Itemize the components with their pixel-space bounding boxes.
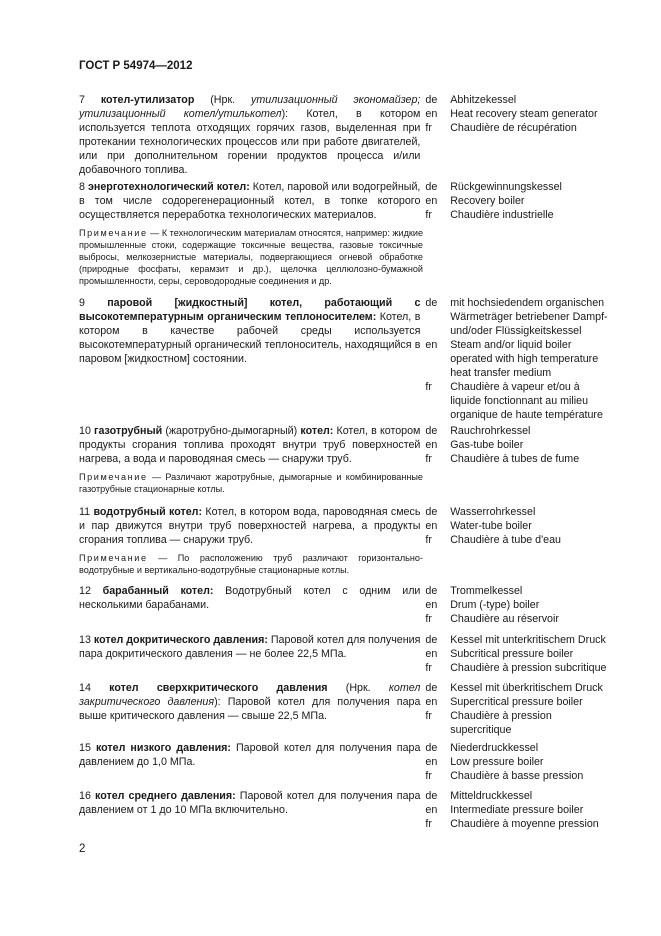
term-entry — [79, 424, 609, 495]
translation-fr: Chaudière à moyenne pression — [450, 818, 599, 830]
translations — [450, 741, 609, 783]
term-body: Котел, в котором вода, пароводяная смесь и пар движутся внутри труб поверхностей нагрева, а продукты сгорания топлива — снаружи труб. — [79, 506, 421, 546]
term-name: котел сверхкритического давления — [109, 682, 328, 694]
term-name: котел докритического давления: — [93, 634, 268, 646]
translations — [450, 789, 609, 831]
term-entry — [79, 741, 609, 783]
term-name: котел низкого давления: — [95, 742, 231, 754]
translation-en: Gas-tube boiler — [450, 439, 524, 451]
translation-fr: Chaudière industrielle — [450, 209, 554, 221]
translation-de: mit hochsiedendem organischen Wärmeträger betriebener Dampf- und/oder Flüssigkeitskessel — [450, 297, 608, 337]
translation-de: Mitteldruckkessel — [450, 790, 533, 802]
language-code: fr — [425, 534, 432, 546]
language-codes — [425, 180, 450, 222]
language-code: en — [425, 696, 438, 708]
term-number: 9 — [79, 297, 108, 309]
language-codes — [425, 741, 450, 783]
term-number: 7 — [79, 94, 101, 106]
language-code: fr — [425, 209, 432, 221]
translation-fr: Chaudière à vapeur et/ou à liquide fonctionnant au milieu organique de haute température — [450, 381, 603, 421]
term-entry — [79, 93, 609, 177]
language-code: de — [425, 790, 438, 802]
term-entry — [79, 681, 609, 737]
note-text: — К технологическим материалам относятся, например: жидкие промышленные стоки, содержащие токсичные вещества, газовые токсичные выбросы, мелкозернистые материалы, подвергающиеся огневой обработке (природные фосфаты, керамзит и др.), щелочка целлюлозно-бумажной промышленности, серы, сероводородные соединения и др. — [79, 228, 423, 286]
translation-en: Supercritical pressure boiler — [450, 696, 583, 708]
translations — [450, 681, 609, 737]
note-text: — Различают жаротрубные, дымогарные и комбинированные газотрубные стационарные котлы. — [79, 472, 423, 494]
translation-fr: Chaudière de récupération — [450, 122, 577, 134]
term-number: 15 — [79, 742, 96, 754]
term-entry — [79, 180, 609, 287]
term-definition — [79, 180, 420, 222]
term-body: Водотрубный котел с одним или несколькими барабанами. — [79, 585, 421, 611]
language-code: de — [425, 181, 438, 193]
term-definition — [79, 584, 420, 626]
term-number: 11 — [79, 506, 94, 518]
language-codes — [425, 424, 450, 466]
term-name: водотрубный котел: — [93, 506, 203, 518]
translations — [450, 180, 609, 222]
translations — [450, 424, 609, 466]
term-body: Паровой котел для получения пара докритического давления — не более 22,5 МПа. — [79, 634, 421, 660]
language-code: de — [425, 585, 438, 597]
language-codes — [425, 633, 450, 675]
translations — [450, 633, 609, 675]
translations — [450, 584, 609, 626]
translation-en: Heat recovery steam generator — [450, 108, 598, 120]
translation-en: Intermediate pressure boiler — [450, 804, 584, 816]
term-name: энерготехнологический котел: — [87, 181, 250, 193]
language-code: fr — [425, 453, 432, 465]
language-code: fr — [425, 122, 432, 134]
term-name: барабанный котел: — [102, 585, 214, 597]
language-code: de — [425, 297, 438, 309]
translation-fr: Chaudière à tubes de fume — [450, 453, 580, 465]
note — [79, 227, 423, 287]
term-body: (жаротрубно-дымогарный) котел: Котел, в котором продукты сгорания топлива проходят внутри труб поверхностей нагрева, а вода и пароводяная смесь — снаружи труб. — [79, 425, 421, 465]
note-label: Примечание — [79, 472, 148, 482]
translations — [450, 296, 609, 422]
note — [79, 471, 423, 495]
translation-en: Recovery boiler — [450, 195, 525, 207]
translation-en: Drum (-type) boiler — [450, 599, 540, 611]
language-code: de — [425, 634, 438, 646]
translation-de: Kessel mit unterkritischem Druck — [450, 634, 606, 646]
term-body: (Нрк. котел закритического давления): Паровой котел для получения пара выше критического давления — свыше 22,5 МПа. — [79, 682, 421, 722]
language-code: fr — [425, 710, 432, 722]
language-codes — [425, 296, 450, 422]
translation-en: Subcritical pressure boiler — [450, 648, 574, 660]
term-definition — [79, 741, 420, 783]
term-body: Паровой котел для получения пара давлением от 1 до 10 МПа включительно. — [79, 790, 421, 816]
translation-de: Kessel mit überkritischem Druck — [450, 682, 603, 694]
translation-de: Rückgewinnungskessel — [450, 181, 562, 193]
language-code: en — [425, 439, 438, 451]
term-number: 16 — [79, 790, 95, 802]
term-entry — [79, 505, 609, 576]
translation-fr: Chaudière au réservoir — [450, 613, 559, 625]
term-definition — [79, 93, 420, 177]
language-code: en — [425, 339, 438, 351]
language-code: fr — [425, 381, 432, 393]
language-code: fr — [425, 613, 432, 625]
term-definition — [79, 424, 420, 466]
language-codes — [425, 681, 450, 737]
language-code: en — [425, 804, 438, 816]
translation-de: Trommelkessel — [450, 585, 523, 597]
term-number: 8 — [79, 181, 88, 193]
note-label: Примечание — [79, 553, 148, 563]
translation-fr: Chaudière à tube d'eau — [450, 534, 562, 546]
translation-de: Abhitzekessel — [450, 94, 517, 106]
term-entry — [79, 789, 609, 831]
term-definition — [79, 505, 420, 547]
language-code: en — [425, 648, 438, 660]
term-body: Котел, в котором в качестве рабочей среды используется высокотемпературный органический теплоноситель, находящийся в паровом [жидкостном] состоянии. — [79, 311, 421, 365]
term-body: Котел, паровой или водогрейный, в том числе содорегенерационный котел, в топке которого осуществляется переработка технологических материалов. — [79, 181, 421, 221]
translation-de: Rauchrohrkessel — [450, 425, 531, 437]
language-code: en — [425, 599, 438, 611]
term-body: (Нрк. утилизационный экономайзер; утилизационный котел/утилькотел): Котел, в котором используется теплота отходящих горячих газов, выделенная при протекании технологических процессов или при работе двигателей, или при дополнительном горении продуктов процесса и/или добавочного топлива. — [79, 94, 421, 176]
language-codes — [425, 93, 450, 177]
language-code: en — [425, 520, 438, 532]
language-code: de — [425, 94, 438, 106]
translation-en: Low pressure boiler — [450, 756, 544, 768]
translation-en: Steam and/or liquid boiler operated with high temperature heat transfer medium — [450, 339, 599, 379]
language-code: fr — [425, 818, 432, 830]
term-name: котел-утилизатор — [100, 94, 195, 106]
term-number: 10 — [79, 425, 95, 437]
language-code: en — [425, 108, 438, 120]
note-label: Примечание — [79, 228, 148, 238]
language-codes — [425, 789, 450, 831]
translation-de: Niederdruckkessel — [450, 742, 539, 754]
document-header: ГОСТ Р 54974—2012 — [79, 60, 193, 72]
term-entry — [79, 633, 609, 675]
language-code: fr — [425, 770, 432, 782]
language-code: de — [425, 506, 438, 518]
language-code: fr — [425, 662, 432, 674]
term-name: газотрубный — [94, 425, 163, 437]
term-number: 14 — [79, 682, 110, 694]
language-code: de — [425, 425, 438, 437]
translations — [450, 505, 609, 547]
term-number: 12 — [79, 585, 103, 597]
language-code: en — [425, 756, 438, 768]
translation-fr: Chaudière à pression supercritique — [450, 710, 552, 736]
translation-fr: Chaudière à basse pression — [450, 770, 584, 782]
term-definition — [79, 633, 420, 675]
term-name: котел среднего давления: — [95, 790, 236, 802]
term-definition — [79, 681, 420, 737]
language-codes — [425, 584, 450, 626]
translation-fr: Chaudière à pression subcritique — [450, 662, 607, 674]
language-code: de — [425, 742, 438, 754]
term-definition — [79, 296, 420, 422]
term-number: 13 — [79, 634, 94, 646]
note — [79, 552, 423, 576]
language-codes — [425, 505, 450, 547]
term-body: Паровой котел для получения пара давлением до 1,0 МПа. — [79, 742, 421, 768]
language-code: en — [425, 195, 438, 207]
note-text: — По расположению труб различают горизонтально-водотрубные и вертикально-водотрубные стационарные котлы. — [79, 553, 423, 575]
language-code: de — [425, 682, 438, 694]
term-definition — [79, 789, 420, 831]
translation-de: Wasserrohrkessel — [450, 506, 536, 518]
page-number: 2 — [79, 843, 86, 855]
term-name: паровой [жидкостный] котел, работающий с высокотемпературным органическим теплоносителем: — [79, 297, 421, 323]
term-entry — [79, 296, 609, 422]
translation-en: Water-tube boiler — [450, 520, 532, 532]
term-entry — [79, 584, 609, 626]
translations — [450, 93, 609, 177]
